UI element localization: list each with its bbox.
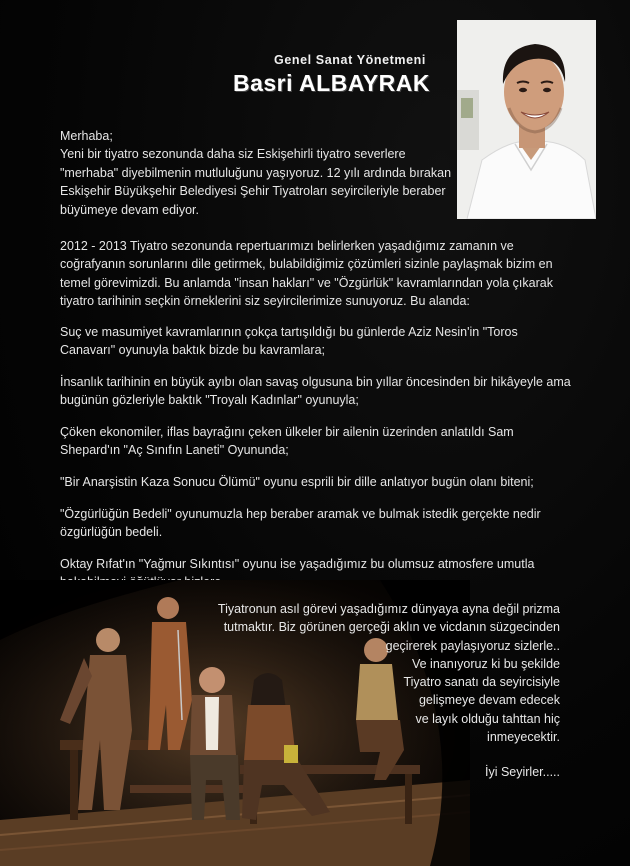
closing-line: geçirerek paylaşıyoruz sizlerle.. — [385, 638, 560, 653]
paragraph-ozgurlugun-bedeli: "Özgürlüğün Bedeli" oyunumuzla hep beraber aramak ve bulmak istedik gerçekte nedir özgürlüğün bedeli. — [60, 507, 541, 540]
closing-line: ve layık olduğu tahttan hiç — [415, 711, 560, 726]
closing-line: Ve inanıyoruz ki bu şekilde — [411, 656, 560, 671]
portrait-photo — [457, 20, 596, 219]
closing-line: Tiyatronun asıl görevi yaşadığımız dünyaya ayna değil prizma — [217, 602, 560, 616]
paragraph-troyali-kadinlar: İnsanlık tarihinin en büyük ayıbı olan savaş olgusuna bin yıllar öncesinden bir hikâyeyle ama bugünün gözleriyle baktık "Troyalı Kadınlar" oyunuyla; — [60, 375, 571, 408]
signoff: İyi Seyirler..... — [484, 765, 560, 779]
paragraph-toros-canavari: Suç ve masumiyet kavramlarının çokça tartışıldığı bu günlerde Aziz Nesin'in "Toros Canavarı" oyunuyla baktık bizde bu kavramlara; — [60, 325, 518, 358]
author-name: Basri ALBAYRAK — [232, 70, 430, 96]
author-role: Genel Sanat Yönetmeni — [274, 53, 426, 67]
paragraph-ac-sinifin-laneti: Çöken ekonomiler, iflas bayrağını çeken ülkeler bir ailenin üzerinden anlatıldı Sam Shepard'ın "Aç Sınıfın Laneti" Oyununda; — [60, 425, 514, 458]
closing-line: inmeyecektir. — [487, 730, 560, 745]
closing-line: Tiyatro sanatı da seyircisiyle — [403, 675, 560, 690]
paragraph-anarsist: "Bir Anarşistin Kaza Sonucu Ölümü" oyunu esprili bir dille anlatıyor bugün olanı biteni; — [60, 475, 534, 489]
paragraph-yagmur-sikintisi: Oktay Rıfat'ın "Yağmur Sıkıntısı" oyunu ise yaşadığımız bu olumsuz atmosfere umutla — [60, 557, 535, 571]
closing-paragraph — [190, 600, 560, 746]
intro-paragraph: Merhaba; Yeni bir tiyatro sezonunda daha siz Eskişehirli tiyatro severlere "merhaba" diyebilmenin mutluluğunu yaşıyoruz. 12 yılı ardında bırakan Eskişehir Büyükşehir Belediyesi Şehir Tiyatroları seyircileriyle beraber büyümeye devam ediyor. — [60, 129, 452, 217]
closing-line: gelişmeye devam edecek — [418, 693, 560, 708]
closing-line: tutmaktır. Biz görünen gerçeği aklın ve vicdanın süzgecinden — [223, 620, 560, 635]
paragraph-repertoire: 2012 - 2013 Tiyatro sezonunda repertuarımızı belirlerken yaşadığımız zamanın ve coğrafyanın sorunlarını dile getirmek, bulabildiğimiz çözümleri sizinle paylaşmak bizim en temel görevimizdi. Bu anlamda "insan hakları" ve "Özgürlük" kavramlarından yola çıkarak tiyatro tarihinin seçkin örneklerini siz seyircilerimize sunuyoruz. Bu alanda: — [60, 239, 553, 309]
